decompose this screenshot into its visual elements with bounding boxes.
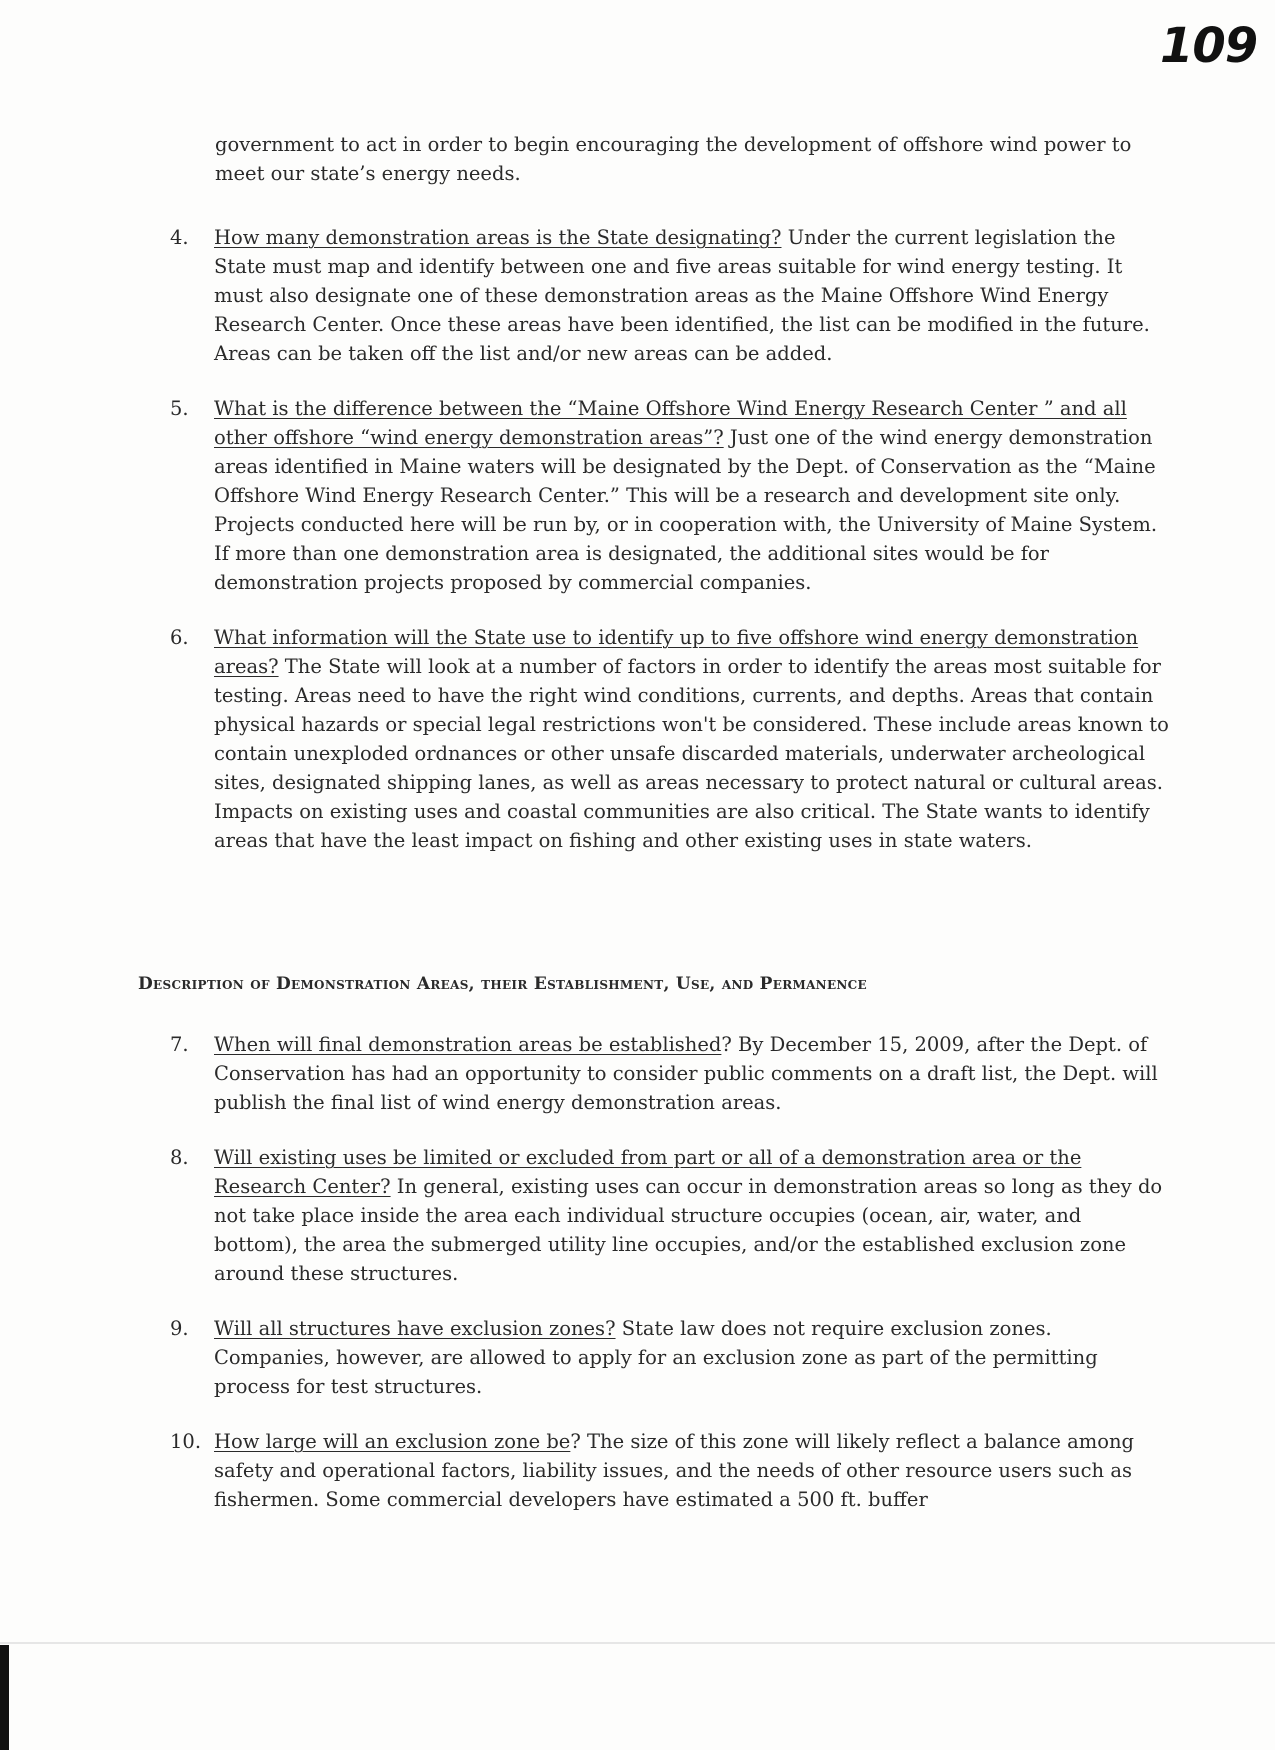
faq-item-text [214, 623, 1170, 855]
faq-item-number: 7. [170, 1033, 189, 1056]
faq-answer: State law does not require exclusion zones. Companies, however, are allowed to apply for an exclusion zone as part of the permitting process for test structures. [214, 1317, 1098, 1398]
faq-answer: The State will look at a number of factors in order to identify the areas most suitable for testing. Areas need to have the right wind conditions, currents, and depths. Areas that contain physical hazards or special legal restrictions won't be considered. These include areas known to contain unexploded ordnances or other unsafe discarded materials, underwater archeological sites, designated shipping lanes, as well as areas necessary to protect natural or cultural areas. Impacts on existing uses and coastal communities are also critical. The State wants to identify areas that have the least impact on fishing and other existing uses in state waters. [214, 655, 1169, 852]
faq-item-text [214, 394, 1170, 597]
faq-answer: Under the current legislation the State must map and identify between one and five areas suitable for wind energy testing. It must also designate one of these demonstration areas as the Maine Offshore Wind Energy Research Center. Once these areas have been identified, the list can be modified in the future. Areas can be taken off the list and/or new areas can be added. [214, 226, 1150, 365]
faq-question: Will all structures have exclusion zones? [214, 1317, 616, 1340]
faq-item-number: 10. [170, 1430, 202, 1453]
faq-question: How large will an exclusion zone be [214, 1430, 571, 1453]
faq-question: How many demonstration areas is the State designating? [214, 226, 782, 249]
faq-question: What information will the State use to identify up to five offshore wind energy demonstration areas? [214, 626, 1139, 678]
faq-item [170, 623, 1170, 855]
faq-item-text [214, 1030, 1170, 1117]
faq-item [170, 394, 1170, 597]
faq-question: Will existing uses be limited or excluded from part or all of a demonstration area or the Research Center? [214, 1146, 1082, 1198]
faq-item [170, 1143, 1170, 1288]
section-heading: Description of Demonstration Areas, their Establishment, Use, and Permanence [138, 974, 867, 994]
faq-item-text [214, 1314, 1170, 1401]
faq-question: What is the difference between the “Maine Offshore Wind Energy Research Center ” and all other offshore “wind energy demonstration areas”? [214, 397, 1127, 449]
scan-edge-bar [0, 1645, 9, 1750]
faq-answer: ? The size of this zone will likely reflect a balance among safety and operational factors, liability issues, and the needs of other resource users such as fishermen. Some commercial developers have estimated a 500 ft. buffer [214, 1430, 1135, 1511]
faq-item [170, 1314, 1170, 1401]
faq-item [170, 1427, 1170, 1514]
faq-answer: In general, existing uses can occur in demonstration areas so long as they do not take place inside the area each individual structure occupies (ocean, air, water, and bottom), the area the submerged utility line occupies, and/or the established exclusion zone around these structures. [214, 1175, 1163, 1285]
faq-item [170, 1030, 1170, 1117]
faq-item-text [214, 1427, 1170, 1514]
faq-list-top [170, 223, 1170, 855]
faq-answer: ? By December 15, 2009, after the Dept. of Conservation has had an opportunity to consider public comments on a draft list, the Dept. will publish the final list of wind energy demonstration areas. [214, 1033, 1158, 1114]
faq-item-text [214, 223, 1170, 368]
scan-edge-line [0, 1642, 1275, 1644]
faq-item-number: 5. [170, 397, 189, 420]
faq-item-text [214, 1143, 1170, 1288]
faq-question: When will final demonstration areas be established [214, 1033, 722, 1056]
faq-item-number: 8. [170, 1146, 189, 1169]
faq-answer: Just one of the wind energy demonstration areas identified in Maine waters will be designated by the Dept. of Conservation as the “Maine Offshore Wind Energy Research Center.” This will be a research and development site only. Projects conducted here will be run by, or in cooperation with, the University of Maine System. If more than one demonstration area is designated, the additional sites would be for demonstration projects proposed by commercial companies. [214, 426, 1158, 594]
intro-paragraph: government to act in order to begin encouraging the development of offshore wind power to meet our state’s energy needs. [215, 133, 1132, 185]
faq-item-number: 4. [170, 226, 189, 249]
handwritten-page-number: 109 [1160, 18, 1258, 74]
faq-item-number: 6. [170, 626, 189, 649]
faq-item-number: 9. [170, 1317, 189, 1340]
faq-list-bottom [170, 1030, 1170, 1514]
faq-item [170, 223, 1170, 368]
